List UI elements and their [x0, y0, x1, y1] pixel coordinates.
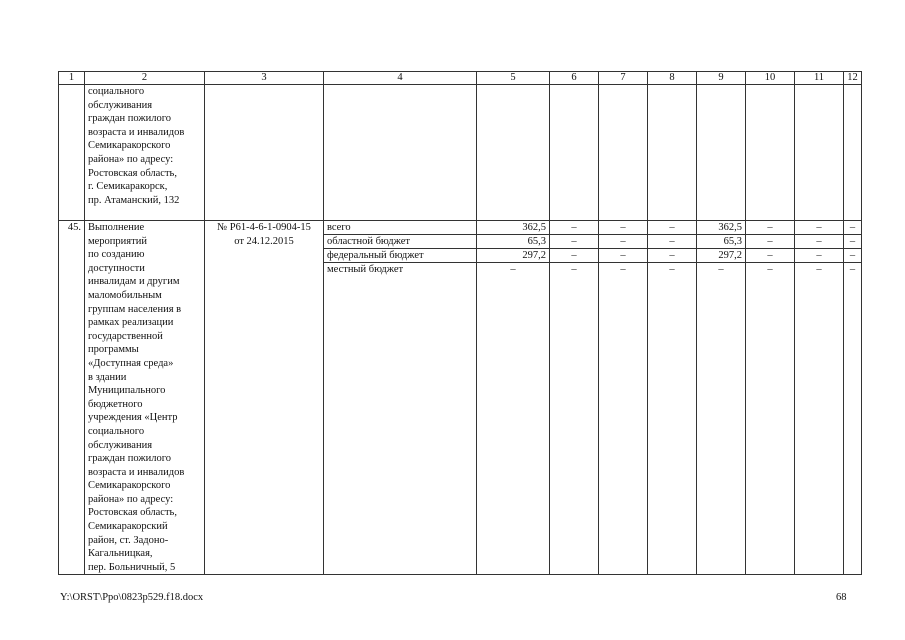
funding-source: областной бюджет: [324, 235, 477, 249]
document-ref: № Р61-4-6-1-0904-15 от 24.12.2015: [205, 221, 324, 575]
header-cell: 12: [844, 72, 862, 85]
header-cell: 7: [599, 72, 648, 85]
funding-source: всего: [324, 221, 477, 235]
value-cell: –: [795, 235, 844, 249]
value-cell: –: [648, 235, 697, 249]
row-number: 45.: [59, 221, 85, 575]
header-cell: 1: [59, 72, 85, 85]
value-cell: –: [795, 263, 844, 575]
value-cell: –: [746, 235, 795, 249]
value-cell: –: [795, 221, 844, 235]
value-cell: –: [648, 221, 697, 235]
value-cell: –: [746, 263, 795, 575]
value-cell: –: [477, 263, 550, 575]
value-cell: 297,2: [697, 249, 746, 263]
value-cell: 362,5: [697, 221, 746, 235]
value-cell: –: [550, 263, 599, 575]
value-cell: 65,3: [697, 235, 746, 249]
budget-table: [58, 71, 862, 575]
header-cell: 6: [550, 72, 599, 85]
header-cell: 11: [795, 72, 844, 85]
value-cell: –: [844, 249, 862, 263]
value-cell: –: [844, 263, 862, 575]
value-cell: 65,3: [477, 235, 550, 249]
header-cell: 8: [648, 72, 697, 85]
value-cell: –: [550, 221, 599, 235]
footer-file-path: Y:\ORST\Ppo\0823p529.f18.docx: [60, 592, 204, 603]
value-cell: 362,5: [477, 221, 550, 235]
header-cell: 4: [324, 72, 477, 85]
value-cell: –: [648, 263, 697, 575]
header-row: [59, 72, 862, 85]
header-cell: 3: [205, 72, 324, 85]
table-row: [59, 221, 862, 235]
header-cell: 9: [697, 72, 746, 85]
value-cell: –: [599, 249, 648, 263]
value-cell: 297,2: [477, 249, 550, 263]
continued-row: [59, 85, 862, 221]
header-cell: 2: [85, 72, 205, 85]
header-cell: 5: [477, 72, 550, 85]
value-cell: –: [550, 249, 599, 263]
value-cell: –: [746, 249, 795, 263]
value-cell: –: [599, 263, 648, 575]
value-cell: –: [697, 263, 746, 575]
measure-name: Выполнение мероприятий по созданию доступности инвалидам и другим маломобильным группам населения в рамках реализации государственной программы «Доступная среда» в здании Муниципального бюджетного учреждения «Центр социального обслуживания граждан пожилого возраста и инвалидов Семикаракорского района» по адресу: Ростовская область, Семикаракорский район, ст. Задоно- Кагальницкая, пер. Больничный, 5: [85, 221, 205, 575]
value-cell: –: [599, 235, 648, 249]
page-number: 68: [836, 592, 847, 603]
value-cell: –: [844, 235, 862, 249]
value-cell: –: [746, 221, 795, 235]
value-cell: –: [844, 221, 862, 235]
value-cell: –: [599, 221, 648, 235]
value-cell: –: [648, 249, 697, 263]
header-cell: 10: [746, 72, 795, 85]
value-cell: –: [795, 249, 844, 263]
funding-source: федеральный бюджет: [324, 249, 477, 263]
continued-name-cell: социального обслуживания граждан пожилого возраста и инвалидов Семикаракорского района» по адресу: Ростовская область, г. Семикаракорск, пр. Атаманский, 132: [85, 85, 205, 221]
funding-source: местный бюджет: [324, 263, 477, 575]
value-cell: –: [550, 235, 599, 249]
